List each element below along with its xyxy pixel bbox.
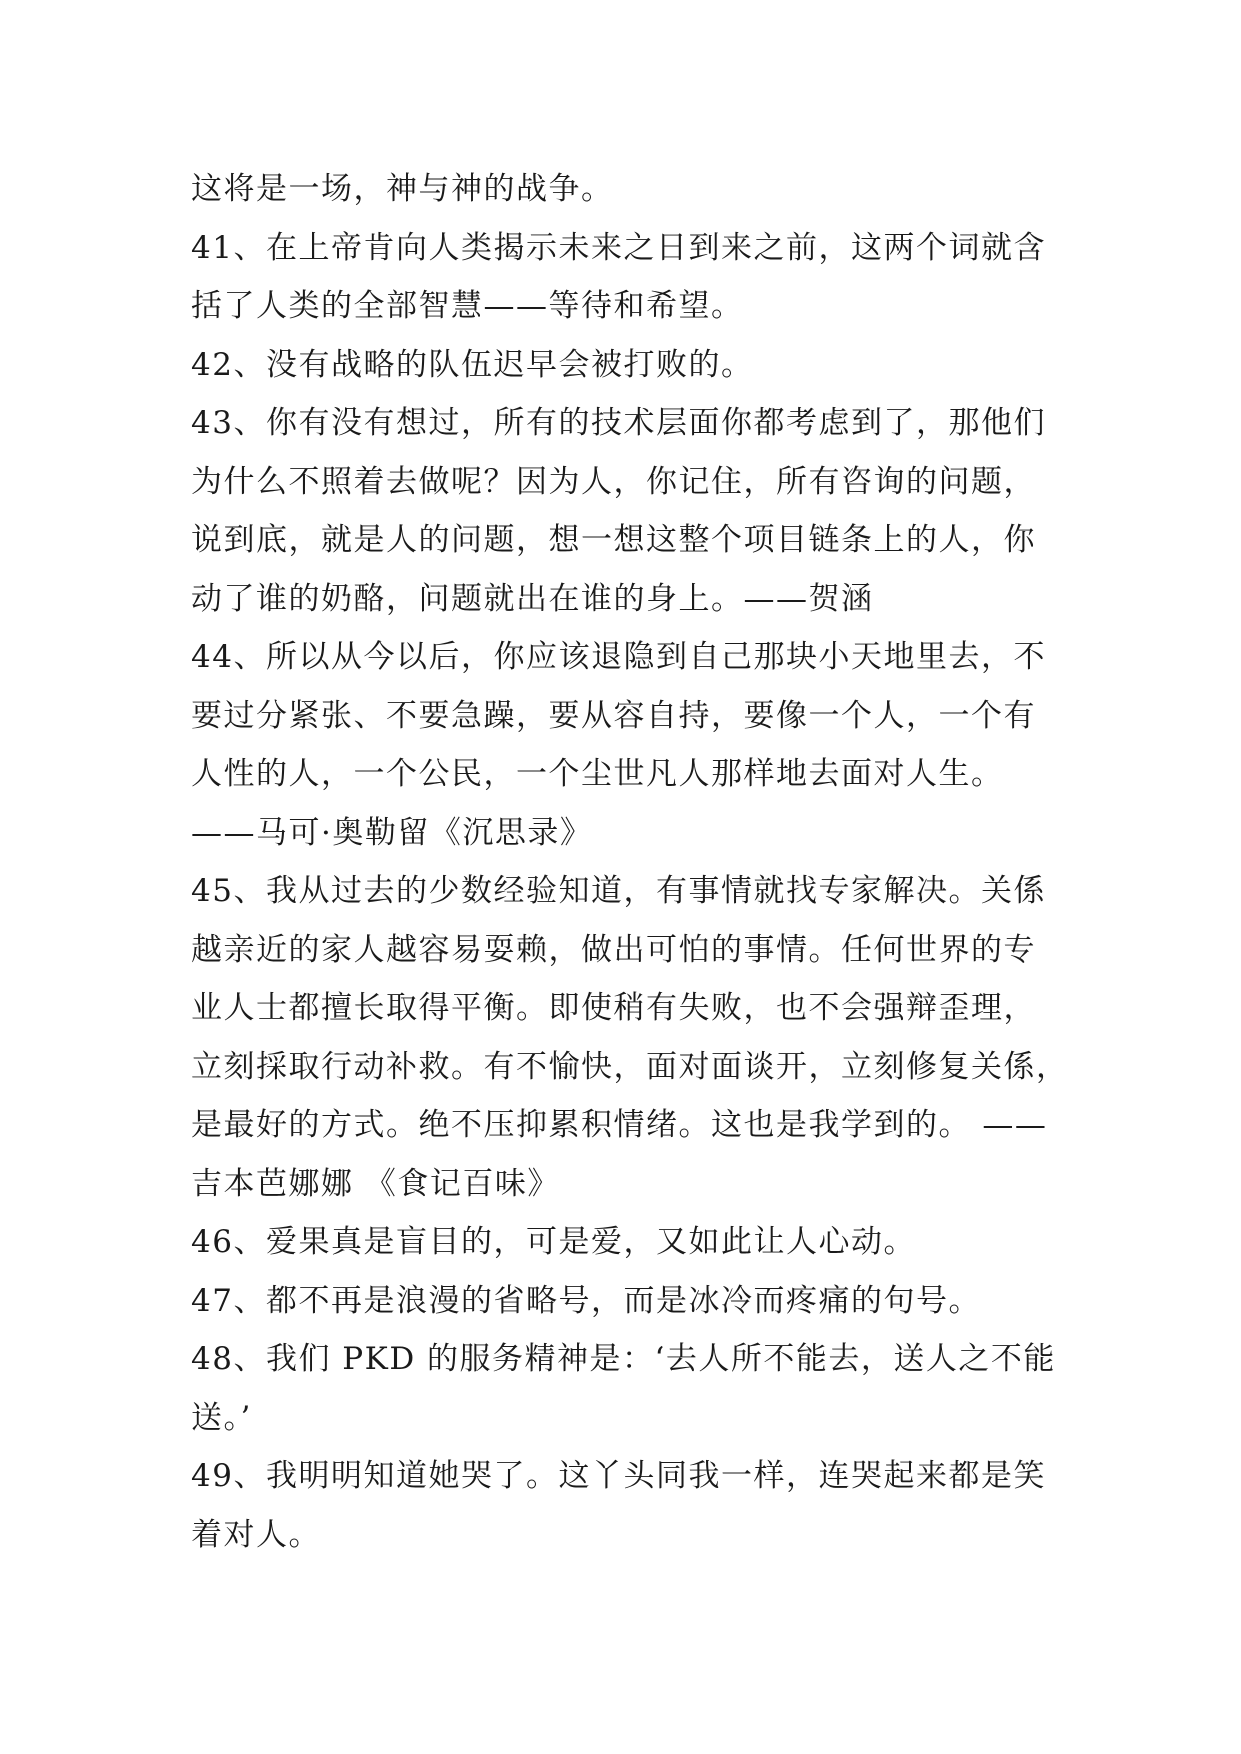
- text-line: 越亲近的家人越容易耍赖，做出可怕的事情。任何世界的专: [191, 931, 1036, 968]
- text-line: 括了人类的全部智慧——等待和希望。: [191, 288, 744, 324]
- text-line: ——马可·奥勒留《沉思录》: [191, 814, 593, 851]
- text-line: 41、在上帝肯向人类揭示未来之日到来之前，这两个词就含: [191, 229, 1046, 266]
- text-line: 42、没有战略的队伍迟早会被打败的。: [191, 346, 754, 383]
- text-line: 吉本芭娜娜 《食记百味》: [191, 1165, 560, 1202]
- text-line: 45、我从过去的少数经验知道，有事情就找专家解决。关係: [191, 873, 1046, 909]
- text-line: 48、我们 PKD 的服务精神是：‘去人所不能去，送人之不能: [191, 1341, 1056, 1377]
- document-body: [191, 160, 1069, 1564]
- text-line: 是最好的方式。绝不压抑累积情绪。这也是我学到的。 ——: [191, 1107, 1048, 1143]
- text-line: 这将是一场，神与神的战争。: [191, 171, 614, 207]
- text-line: 立刻採取行动补救。有不愉快，面对面谈开，立刻修复关係，: [191, 1048, 1069, 1085]
- text-line: 送。’: [191, 1399, 252, 1436]
- text-line: 业人士都擅长取得平衡。即使稍有失败，也不会强辩歪理，: [191, 990, 1036, 1026]
- text-line: 着对人。: [191, 1516, 321, 1553]
- text-line: 49、我明明知道她哭了。这丫头同我一样，连哭起来都是笑: [191, 1458, 1046, 1494]
- text-line: 为什么不照着去做呢？因为人，你记住，所有咨询的问题，: [191, 463, 1036, 500]
- text-line: 人性的人，一个公民，一个尘世凡人那样地去面对人生。: [191, 756, 1004, 792]
- text-line: 要过分紧张、不要急躁，要从容自持，要像一个人，一个有: [191, 697, 1036, 734]
- text-line: 43、你有没有想过，所有的技术层面你都考虑到了，那他们: [191, 405, 1046, 441]
- text-line: 说到底，就是人的问题，想一想这整个项目链条上的人，你: [191, 522, 1036, 558]
- text-line: 46、爱果真是盲目的，可是爱，又如此让人心动。: [191, 1224, 916, 1260]
- text-line: 动了谁的奶酪，问题就出在谁的身上。——贺涵: [191, 580, 874, 617]
- text-line: 47、都不再是浪漫的省略号，而是冰冷而疼痛的句号。: [191, 1282, 981, 1319]
- text-line: 44、所以从今以后，你应该退隐到自己那块小天地里去，不: [191, 639, 1046, 675]
